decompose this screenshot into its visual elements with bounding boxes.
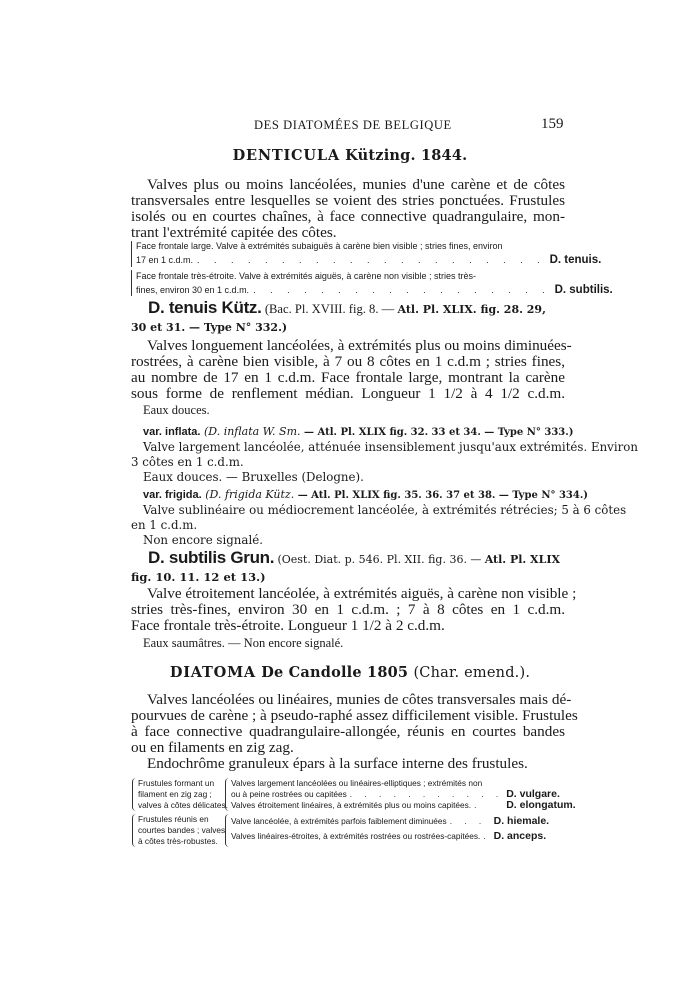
leader-dots: . [483,831,491,841]
key-group-line: valves à côtes délicates. [138,800,228,810]
text-line: stries très-fines, environ 30 en 1 c.d.m. ; 7 à 8 côtes en 1 c.d.m. [131,601,565,618]
leader-dots: . [474,800,482,810]
text-line: pourvues de carène ; à pseudo-raphé assez difficilement visible. Frustules [131,707,578,724]
text-line: en 1 c.d.m. [131,518,198,532]
text-line: Valve étroitement lancéolée, à extrémités aiguës, à carène non visible ; [147,585,577,602]
diatoma-description [131,691,578,772]
genus-note: (Char. emend.). [413,665,531,681]
denticula-key [136,240,613,298]
genus-name: DENTICULA [232,147,340,164]
species-name: D. subtilis Grun. [148,548,275,567]
text-line: au nombre de 17 en 1 c.d.m. Face frontale large, montrant la carène [131,369,565,386]
key-line: Face frontale très-étroite. Valve à extrémités aiguës, à carène non visible ; stries très- [136,271,476,281]
reference-atlas: Atl. Pl. XLIX. fig. 28. 29, [397,303,546,316]
page-number: 159 [541,116,564,132]
key-species: D. subtilis. [554,284,613,296]
genus-name: DIATOMA [169,664,256,681]
text-line: Valve largement lancéolée, atténuée insensiblement jusqu'aux extrémités. Environ [143,440,638,454]
variety-reference: — Atl. Pl. XLIX fig. 35. 36. 37 et 38. — Type N° 334.) [297,490,589,501]
key-group-label [132,778,228,811]
text-line: ou en filaments en zig zag. [131,739,294,756]
key-line: ou à peine rostrées ou capitées . . . . . . . . . . . D. vulgare. [231,789,586,800]
diatoma-key [132,778,576,850]
text-line: sous forme de renflement médian. Longueur 1 1/2 à 4 1/2 c.d.m. [131,385,565,402]
key-group [132,778,576,811]
variety-frigida [131,487,627,548]
key-entries [225,778,586,811]
genus-author: De Candolle 1805 [261,664,409,681]
text-line: Endochrôme granuleux épars à la surface interne des frustules. [147,755,528,772]
key-species: D. hiemale. [493,815,550,827]
text-line: trant l'extrémité capitée des côtes. [131,224,337,241]
key-group-line: Frustules formant un [138,778,215,788]
key-species: D. anceps. [493,830,547,842]
species-name: D. tenuis Kütz. [148,298,262,317]
key-line: fines, environ 30 en 1 c.d.m. . . . . . . . . . . . . . . . . . . D. subtilis. [136,284,613,296]
habitat: Eaux douces. — Bruxelles (Delogne). [143,470,364,484]
habitat: Non encore signalé. [143,533,263,547]
variety-name: var. frigida. [143,489,202,501]
reference-continued: fig. 10. 11. 12 et 13.) [131,570,266,584]
variety-reference: — Atl. Pl. XLIX fig. 32. 33 et 34. — Type N° 333.) [304,427,574,438]
subtilis-description [131,585,577,634]
variety-name: var. inflata. [143,426,201,438]
key-species: D. tenuis. [549,254,602,266]
tenuis-description [131,337,572,402]
key-group-line: filament en zig zag ; [138,789,212,799]
genus-title-denticula [0,147,700,164]
genus-title-diatoma [0,664,700,681]
reference-atlas: Atl. Pl. XLIX [484,553,561,566]
key-group-line: courtes bandes ; valves [138,825,226,835]
brace-icon [131,241,132,267]
denticula-description [131,177,565,241]
key-line: Face frontale large. Valve à extrémités subaiguës à carène bien visible ; stries fines, environ [136,241,503,251]
text-line: isolés ou en courtes chaînes, à face connective quadrangulaire, mon- [131,208,565,225]
text-line: Face frontale très-étroite. Longueur 1 1/2 à 2 c.d.m. [131,617,445,634]
text-line: Valves longuement lancéolées, à extrémités plus ou moins diminuées- [147,337,572,354]
leader-dots: . . . . . . . . . . . . . . . . . . . . . [197,255,546,265]
running-head: DES DIATOMÉES DE BELGIQUE [254,118,452,132]
key-line: Valve lancéolée, à extrémités parfois faiblement diminuées . . . D. hiemale. [231,814,574,829]
habitat: Eaux saumâtres. — Non encore signalé. [143,636,344,650]
species-heading-subtilis [131,550,571,568]
genus-author: Kützing. 1844. [345,147,468,164]
key-group [132,814,572,847]
text-line: à face connective quadrangulaire-allongée, réunis en courtes bandes [131,723,565,740]
key-group-line: Frustules réunis en [138,814,209,824]
text-line: Valves plus ou moins lancéolées, munies d'une carène et de côtes [147,176,565,193]
key-line: Valves linéaires-étroites, à extrémités rostrées ou rostrées-capitées. . D. anceps. [231,829,574,844]
variety-synonym: (D. frigida Kütz. [205,488,295,501]
variety-synonym: (D. inflata W. Sm. [203,425,301,438]
key-species: D. elongatum. [506,799,576,811]
leader-dots: . . . . . . . . . . . . . . . . . . [253,285,551,295]
key-entries [225,814,574,847]
species-heading-tenuis [131,300,571,318]
reference: (Bac. Pl. XVIII. fig. 8. — [264,302,395,316]
key-group-line: à côtes très-robustes. [138,836,218,846]
variety-inflata [131,424,638,485]
key-line: Valves étroitement linéaires, à extrémités plus ou moins capitées. . D. elongatum. [231,800,586,811]
key-group-label [132,814,226,847]
text-line: 3 côtes en 1 c.d.m. [131,455,244,469]
habitat: Eaux douces. [143,403,210,417]
text-line: Valve sublinéaire ou médiocrement lancéolée, à extrémités rétrécies; 5 à 6 côtes [143,503,627,517]
key-species: D. vulgare. [506,788,560,800]
reference: (Oest. Diat. p. 546. Pl. XII. fig. 36. — [277,553,482,566]
text-line: Valves lancéolées ou linéaires, munies de côtes transversales mais dé- [147,691,572,708]
key-line: Valves largement lancéolées ou linéaires-elliptiques ; extrémités non [231,778,483,788]
leader-dots: . . . [449,816,487,826]
reference-continued: 30 et 31. — Type N° 332.) [131,321,288,334]
leader-dots: . . . . . . . . . . . [349,789,504,799]
text-line: rostrées, à carène bien visible, à 7 ou 8 côtes en 1 c.d.m ; stries fines, [131,353,565,370]
brace-icon [131,270,132,296]
key-line: 17 en 1 c.d.m. . . . . . . . . . . . . . . . . . . . . . D. tenuis. [136,254,602,266]
text-line: transversales entre lesquelles se voient des stries ponctuées. Frustules [131,192,565,209]
